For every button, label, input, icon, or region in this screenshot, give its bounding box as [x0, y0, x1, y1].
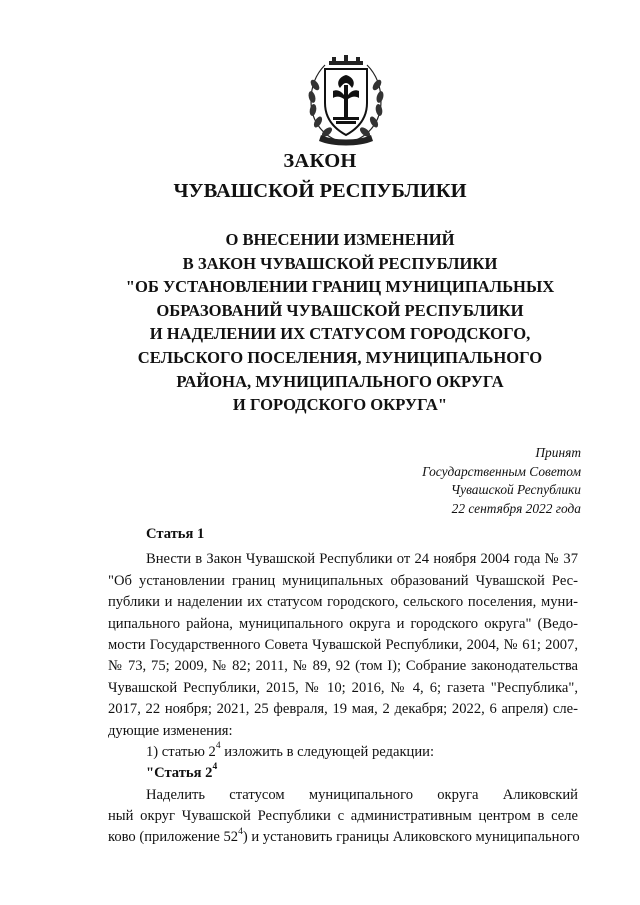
law-heading	[100, 228, 580, 417]
list-item	[108, 742, 578, 763]
quoted-heading-text: "Статья 2	[146, 765, 213, 782]
adoption-line: Чувашской Республики	[450, 482, 581, 497]
paragraph-line: ципального района, муниципального округа и городского округа" (Ведо-	[108, 615, 578, 632]
adoption-line: Государственным Советом	[422, 463, 581, 479]
paragraph-text	[108, 827, 580, 848]
heading-line: СЕЛЬСКОГО ПОСЕЛЕНИЯ, МУНИЦИПАЛЬНОГО	[137, 347, 543, 367]
text-fragment: ково (приложение 52	[108, 829, 239, 846]
paragraph-line: мости Государственного Совета Чувашской Республики, 2004, № 61; 2007,	[108, 636, 578, 653]
paragraph-line: Чувашской Республики, 2015, № 10; 2016, № 4, 6; газета "Республика",	[108, 679, 578, 696]
quoted-article-heading	[108, 763, 578, 784]
paragraph-line: публики и наделении их статусом городского, сельского поселения, муни-	[108, 594, 578, 611]
paragraph-line: № 73, 75; 2009, № 82; 2011, № 89, 92 (том I); Собрание законодательства	[108, 658, 578, 675]
law-title	[0, 146, 640, 206]
paragraph-line: Внести в Закон Чувашской Республики от 24 ноября 2004 года № 37	[146, 551, 578, 568]
paragraph-line: Наделить статусом муниципального округа Аликовский	[146, 786, 578, 803]
list-item-text: 1) статью 2	[146, 743, 216, 760]
paragraph-line: ный округ Чувашской Республики с административным центром в селе	[108, 808, 578, 825]
heading-line: И НАДЕЛЕНИИ ИХ СТАТУСОМ ГОРОДСКОГО,	[149, 324, 531, 344]
text-fragment: ) и установить границы Аликовского муниципального	[242, 829, 580, 846]
republic-name: ЧУВАШСКОЙ РЕСПУБЛИКИ	[173, 180, 467, 202]
heading-line: РАЙОНА, МУНИЦИПАЛЬНОГО ОКРУГА	[176, 371, 504, 391]
heading-line: И ГОРОДСКОГО ОКРУГА"	[232, 395, 448, 415]
adoption-date: 22 сентября 2022 года	[451, 500, 581, 516]
paragraph-line	[108, 827, 578, 848]
paragraph-line: "Об установлении границ муниципальных образований Чувашской Рес-	[108, 572, 578, 589]
article-heading: Статья 1	[146, 526, 205, 542]
superscript: 4	[238, 826, 243, 837]
superscript: 4	[212, 762, 218, 773]
superscript: 4	[215, 741, 221, 752]
adoption-line: Принят	[535, 445, 581, 460]
paragraph-line: дующие изменения:	[108, 722, 233, 739]
adoption-note	[422, 444, 581, 518]
list-item-text: изложить в следующей редакции:	[220, 743, 435, 760]
heading-line: "ОБ УСТАНОВЛЕНИИ ГРАНИЦ МУНИЦИПАЛЬНЫХ	[125, 277, 555, 297]
coat-of-arms-emblem	[303, 55, 389, 147]
heading-line: В ЗАКОН ЧУВАШСКОЙ РЕСПУБЛИКИ	[182, 253, 498, 273]
article-body	[108, 524, 578, 849]
heading-line: ОБРАЗОВАНИЙ ЧУВАШСКОЙ РЕСПУБЛИКИ	[156, 300, 524, 320]
paragraph-line: 2017, 22 ноября; 2021, 25 февраля, 19 мая, 2 декабря; 2022, 6 апреля) сле-	[108, 701, 578, 718]
heading-line: О ВНЕСЕНИИ ИЗМЕНЕНИЙ	[225, 230, 455, 249]
law-word: ЗАКОН	[283, 150, 357, 172]
